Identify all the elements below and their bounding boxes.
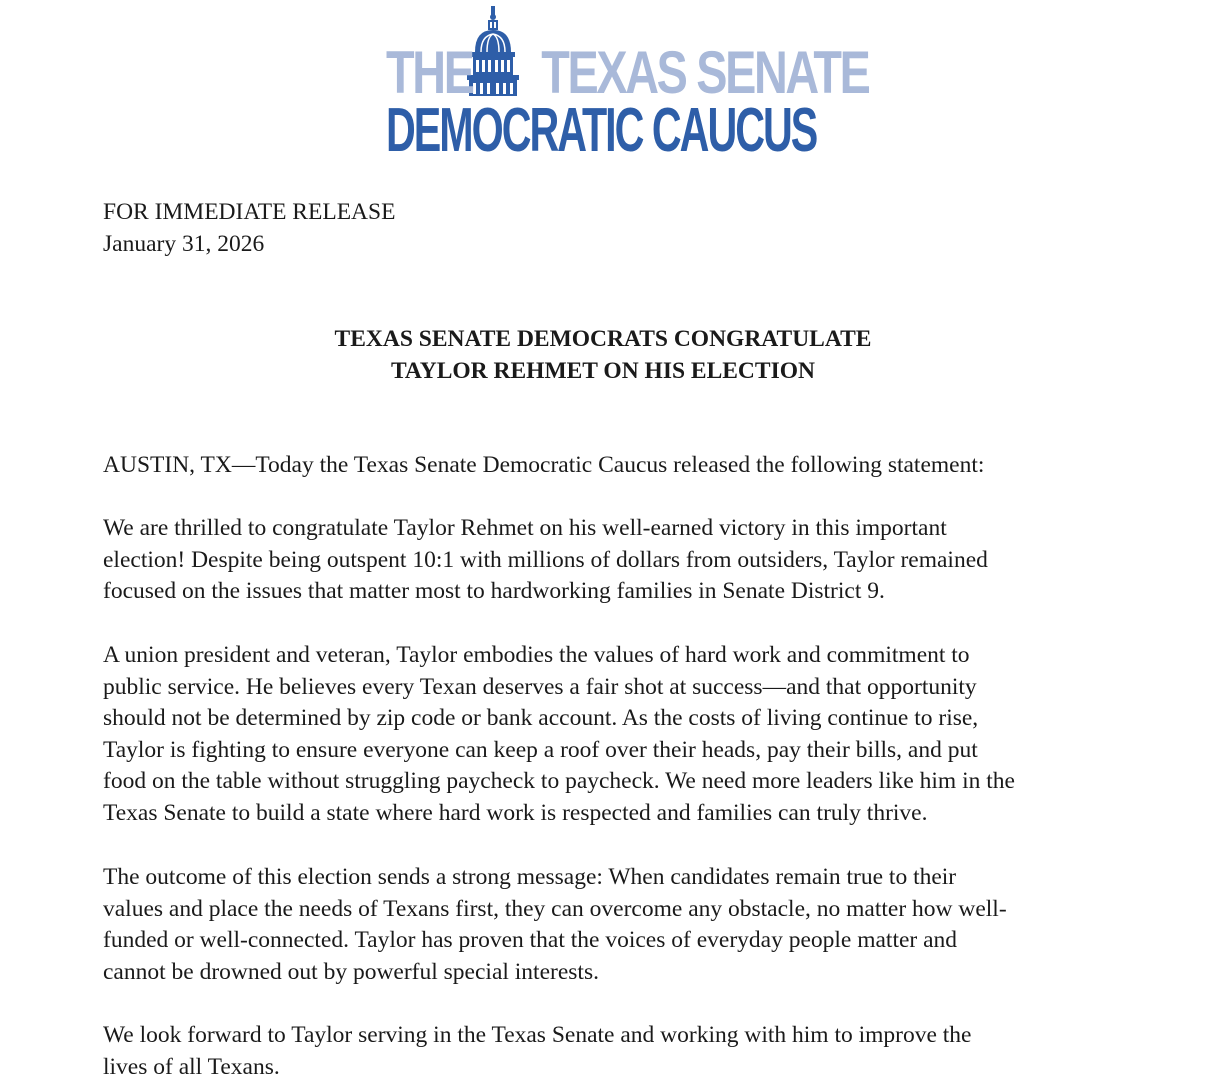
headline-line-2: TAYLOR REHMET ON HIS ELECTION bbox=[391, 358, 815, 384]
paragraph-line: values and place the needs of Texans first, they can overcome any obstacle, no matter how well- bbox=[103, 895, 1007, 922]
headline bbox=[0, 323, 1206, 387]
paragraph-line: lives of all Texans. bbox=[103, 1053, 280, 1080]
paragraph-line: public service. He believes every Texan deserves a fair shot at success—and that opportunity bbox=[103, 673, 977, 700]
paragraph-line: Taylor is fighting to ensure everyone can keep a roof over their heads, pay their bills, and put bbox=[103, 736, 978, 763]
paragraph-line: food on the table without struggling paycheck to paycheck. We need more leaders like him in the bbox=[103, 768, 1015, 794]
paragraph-line: Texas Senate to build a state where hard work is respected and families can truly thrive. bbox=[103, 799, 928, 826]
paragraph-2 bbox=[103, 640, 1015, 829]
paragraph-4 bbox=[103, 1020, 972, 1083]
paragraph-line: cannot be drowned out by powerful special interests. bbox=[103, 958, 599, 985]
logo-democratic-caucus: DEMOCRATIC CAUCUS bbox=[386, 96, 817, 165]
paragraph-line: focused on the issues that matter most to hardworking families in Senate District 9. bbox=[103, 578, 885, 604]
paragraph-line: should not be determined by zip code or bank account. As the costs of living continue to rise, bbox=[103, 705, 979, 731]
logo-texas-senate: TEXAS SENATE bbox=[541, 39, 869, 106]
dateline-text: AUSTIN, TX—Today the Texas Senate Democratic Caucus released the following statement: bbox=[103, 452, 985, 478]
caucus-logo bbox=[386, 6, 869, 165]
dateline bbox=[103, 450, 984, 482]
paragraph-line: funded or well-connected. Taylor has proven that the voices of everyday people matter and bbox=[103, 927, 958, 953]
release-date: January 31, 2026 bbox=[103, 230, 265, 257]
logo-the: THE bbox=[386, 39, 473, 106]
release-label: FOR IMMEDIATE RELEASE bbox=[103, 199, 396, 225]
paragraph-line: A union president and veteran, Taylor embodies the values of hard work and commitment to bbox=[103, 642, 970, 668]
logo-line-1 bbox=[386, 39, 869, 106]
paragraph-line: The outcome of this election sends a strong message: When candidates remain true to their bbox=[103, 864, 957, 890]
paragraph-line: We are thrilled to congratulate Taylor Rehmet on his well-earned victory in this important bbox=[103, 515, 947, 541]
paragraph-3 bbox=[103, 862, 1007, 988]
paragraph-1 bbox=[103, 513, 988, 608]
paragraph-line: We look forward to Taylor serving in the Texas Senate and working with him to improve the bbox=[103, 1022, 972, 1048]
release-header bbox=[103, 197, 395, 260]
headline-line-1: TEXAS SENATE DEMOCRATS CONGRATULATE bbox=[334, 326, 872, 352]
paragraph-line: election! Despite being outspent 10:1 with millions of dollars from outsiders, Taylor remained bbox=[103, 546, 988, 573]
